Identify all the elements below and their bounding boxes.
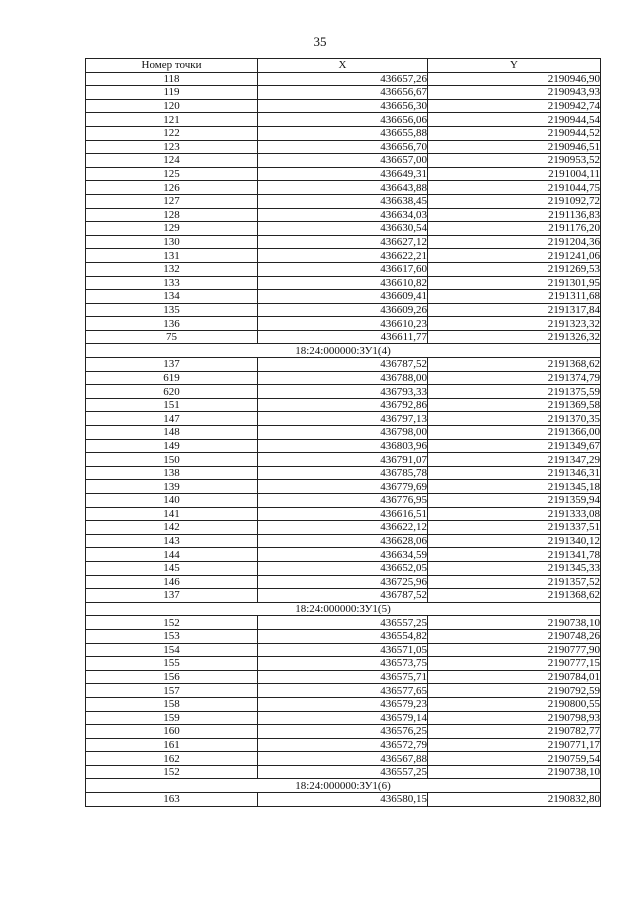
y-coordinate-cell: 2191204,36 bbox=[428, 235, 601, 249]
x-coordinate-cell: 436792,86 bbox=[258, 398, 428, 412]
y-coordinate-cell: 2190942,74 bbox=[428, 99, 601, 113]
x-coordinate-cell: 436610,23 bbox=[258, 317, 428, 331]
table-row bbox=[86, 711, 601, 725]
y-coordinate-cell: 2190944,54 bbox=[428, 113, 601, 127]
table-row bbox=[86, 154, 601, 168]
table-row bbox=[86, 589, 601, 603]
table-row bbox=[86, 330, 601, 344]
x-coordinate-cell: 436787,52 bbox=[258, 589, 428, 603]
x-coordinate-cell: 436622,21 bbox=[258, 249, 428, 263]
y-coordinate-cell: 2191326,32 bbox=[428, 330, 601, 344]
section-row bbox=[86, 602, 601, 616]
table-row bbox=[86, 725, 601, 739]
point-number-cell: 134 bbox=[86, 290, 258, 304]
point-number-cell: 126 bbox=[86, 181, 258, 195]
table-row bbox=[86, 303, 601, 317]
x-coordinate-cell: 436557,25 bbox=[258, 616, 428, 630]
x-coordinate-cell: 436652,05 bbox=[258, 561, 428, 575]
y-coordinate-cell: 2190777,15 bbox=[428, 657, 601, 671]
table-row bbox=[86, 439, 601, 453]
point-number-cell: 130 bbox=[86, 235, 258, 249]
x-coordinate-cell: 436554,82 bbox=[258, 629, 428, 643]
y-coordinate-cell: 2190943,93 bbox=[428, 86, 601, 100]
point-number-cell: 75 bbox=[86, 330, 258, 344]
y-coordinate-cell: 2191311,68 bbox=[428, 290, 601, 304]
y-coordinate-cell: 2190738,10 bbox=[428, 616, 601, 630]
x-coordinate-cell: 436610,82 bbox=[258, 276, 428, 290]
point-number-cell: 149 bbox=[86, 439, 258, 453]
section-row bbox=[86, 344, 601, 358]
y-coordinate-cell: 2191347,29 bbox=[428, 453, 601, 467]
table-row bbox=[86, 765, 601, 779]
point-number-cell: 146 bbox=[86, 575, 258, 589]
y-coordinate-cell: 2191301,95 bbox=[428, 276, 601, 290]
point-number-cell: 133 bbox=[86, 276, 258, 290]
table-row bbox=[86, 86, 601, 100]
point-number-cell: 142 bbox=[86, 521, 258, 535]
table-row bbox=[86, 358, 601, 372]
x-coordinate-cell: 436634,03 bbox=[258, 208, 428, 222]
table-row bbox=[86, 466, 601, 480]
table-row bbox=[86, 262, 601, 276]
x-coordinate-cell: 436779,69 bbox=[258, 480, 428, 494]
page-number: 35 bbox=[313, 34, 327, 49]
point-number-cell: 150 bbox=[86, 453, 258, 467]
table-row bbox=[86, 398, 601, 412]
x-coordinate-cell: 436657,26 bbox=[258, 72, 428, 86]
point-number-cell: 132 bbox=[86, 262, 258, 276]
point-number-cell: 154 bbox=[86, 643, 258, 657]
table-row bbox=[86, 72, 601, 86]
x-coordinate-cell: 436797,13 bbox=[258, 412, 428, 426]
y-coordinate-cell: 2190946,51 bbox=[428, 140, 601, 154]
y-coordinate-cell: 2190800,55 bbox=[428, 697, 601, 711]
table-row bbox=[86, 684, 601, 698]
x-coordinate-cell: 436577,65 bbox=[258, 684, 428, 698]
point-number-cell: 160 bbox=[86, 725, 258, 739]
x-coordinate-cell: 436617,60 bbox=[258, 262, 428, 276]
y-coordinate-cell: 2190748,26 bbox=[428, 629, 601, 643]
point-number-cell: 620 bbox=[86, 385, 258, 399]
x-coordinate-cell: 436557,25 bbox=[258, 765, 428, 779]
table-row bbox=[86, 507, 601, 521]
table-row bbox=[86, 222, 601, 236]
point-number-cell: 145 bbox=[86, 561, 258, 575]
table-row bbox=[86, 276, 601, 290]
table-row bbox=[86, 657, 601, 671]
y-coordinate-cell: 2191346,31 bbox=[428, 466, 601, 480]
x-coordinate-cell: 436573,75 bbox=[258, 657, 428, 671]
table-row bbox=[86, 194, 601, 208]
point-number-cell: 141 bbox=[86, 507, 258, 521]
table-row bbox=[86, 208, 601, 222]
section-label: 18:24:000000:ЗУ1(6) bbox=[86, 779, 601, 793]
table-row bbox=[86, 317, 601, 331]
point-number-cell: 619 bbox=[86, 371, 258, 385]
point-number-cell: 159 bbox=[86, 711, 258, 725]
x-coordinate-cell: 436579,14 bbox=[258, 711, 428, 725]
table-row bbox=[86, 480, 601, 494]
y-coordinate-cell: 2191345,33 bbox=[428, 561, 601, 575]
point-number-cell: 162 bbox=[86, 752, 258, 766]
x-coordinate-cell: 436656,06 bbox=[258, 113, 428, 127]
x-coordinate-cell: 436785,78 bbox=[258, 466, 428, 480]
y-coordinate-cell: 2191370,35 bbox=[428, 412, 601, 426]
x-coordinate-cell: 436798,00 bbox=[258, 426, 428, 440]
y-coordinate-cell: 2191368,62 bbox=[428, 589, 601, 603]
point-number-cell: 127 bbox=[86, 194, 258, 208]
table-row bbox=[86, 181, 601, 195]
point-number-cell: 157 bbox=[86, 684, 258, 698]
point-number-cell: 124 bbox=[86, 154, 258, 168]
y-coordinate-cell: 2190792,59 bbox=[428, 684, 601, 698]
point-number-cell: 135 bbox=[86, 303, 258, 317]
y-coordinate-cell: 2190946,90 bbox=[428, 72, 601, 86]
y-coordinate-cell: 2191317,84 bbox=[428, 303, 601, 317]
y-coordinate-cell: 2191337,51 bbox=[428, 521, 601, 535]
y-coordinate-cell: 2191375,59 bbox=[428, 385, 601, 399]
section-row bbox=[86, 779, 601, 793]
table-row bbox=[86, 167, 601, 181]
y-coordinate-cell: 2191241,06 bbox=[428, 249, 601, 263]
x-coordinate-cell: 436657,00 bbox=[258, 154, 428, 168]
point-number-cell: 137 bbox=[86, 589, 258, 603]
table-row bbox=[86, 385, 601, 399]
y-coordinate-cell: 2190777,90 bbox=[428, 643, 601, 657]
coordinates-table bbox=[85, 58, 601, 807]
table-row bbox=[86, 371, 601, 385]
table-row bbox=[86, 521, 601, 535]
y-coordinate-cell: 2190798,93 bbox=[428, 711, 601, 725]
y-coordinate-cell: 2190738,10 bbox=[428, 765, 601, 779]
table-row bbox=[86, 561, 601, 575]
x-coordinate-cell: 436579,23 bbox=[258, 697, 428, 711]
section-label: 18:24:000000:ЗУ1(5) bbox=[86, 602, 601, 616]
point-number-cell: 139 bbox=[86, 480, 258, 494]
point-number-cell: 129 bbox=[86, 222, 258, 236]
table-row bbox=[86, 697, 601, 711]
table-row bbox=[86, 670, 601, 684]
table-row bbox=[86, 616, 601, 630]
x-coordinate-cell: 436793,33 bbox=[258, 385, 428, 399]
table-row bbox=[86, 249, 601, 263]
point-number-cell: 140 bbox=[86, 494, 258, 508]
x-coordinate-cell: 436788,00 bbox=[258, 371, 428, 385]
y-coordinate-cell: 2191269,53 bbox=[428, 262, 601, 276]
x-coordinate-cell: 436656,70 bbox=[258, 140, 428, 154]
x-coordinate-cell: 436572,79 bbox=[258, 738, 428, 752]
header-point-number: Номер точки bbox=[86, 59, 258, 73]
table-row bbox=[86, 290, 601, 304]
x-coordinate-cell: 436725,96 bbox=[258, 575, 428, 589]
x-coordinate-cell: 436634,59 bbox=[258, 548, 428, 562]
point-number-cell: 152 bbox=[86, 765, 258, 779]
point-number-cell: 161 bbox=[86, 738, 258, 752]
point-number-cell: 131 bbox=[86, 249, 258, 263]
point-number-cell: 137 bbox=[86, 358, 258, 372]
x-coordinate-cell: 436609,41 bbox=[258, 290, 428, 304]
x-coordinate-cell: 436803,96 bbox=[258, 439, 428, 453]
x-coordinate-cell: 436580,15 bbox=[258, 793, 428, 807]
table-row bbox=[86, 548, 601, 562]
x-coordinate-cell: 436649,31 bbox=[258, 167, 428, 181]
y-coordinate-cell: 2191004,11 bbox=[428, 167, 601, 181]
x-coordinate-cell: 436656,30 bbox=[258, 99, 428, 113]
x-coordinate-cell: 436609,26 bbox=[258, 303, 428, 317]
table-row bbox=[86, 235, 601, 249]
x-coordinate-cell: 436576,25 bbox=[258, 725, 428, 739]
y-coordinate-cell: 2191369,58 bbox=[428, 398, 601, 412]
y-coordinate-cell: 2191366,00 bbox=[428, 426, 601, 440]
table-row bbox=[86, 575, 601, 589]
y-coordinate-cell: 2191357,52 bbox=[428, 575, 601, 589]
table-row bbox=[86, 752, 601, 766]
y-coordinate-cell: 2191359,94 bbox=[428, 494, 601, 508]
point-number-cell: 153 bbox=[86, 629, 258, 643]
x-coordinate-cell: 436638,45 bbox=[258, 194, 428, 208]
table-row bbox=[86, 629, 601, 643]
table-row bbox=[86, 426, 601, 440]
point-number-cell: 138 bbox=[86, 466, 258, 480]
header-x: X bbox=[258, 59, 428, 73]
point-number-cell: 125 bbox=[86, 167, 258, 181]
x-coordinate-cell: 436643,88 bbox=[258, 181, 428, 195]
point-number-cell: 163 bbox=[86, 793, 258, 807]
x-coordinate-cell: 436616,51 bbox=[258, 507, 428, 521]
y-coordinate-cell: 2191368,62 bbox=[428, 358, 601, 372]
x-coordinate-cell: 436776,95 bbox=[258, 494, 428, 508]
y-coordinate-cell: 2191349,67 bbox=[428, 439, 601, 453]
x-coordinate-cell: 436656,67 bbox=[258, 86, 428, 100]
y-coordinate-cell: 2190944,52 bbox=[428, 126, 601, 140]
table-row bbox=[86, 126, 601, 140]
point-number-cell: 143 bbox=[86, 534, 258, 548]
point-number-cell: 151 bbox=[86, 398, 258, 412]
point-number-cell: 118 bbox=[86, 72, 258, 86]
point-number-cell: 147 bbox=[86, 412, 258, 426]
point-number-cell: 123 bbox=[86, 140, 258, 154]
y-coordinate-cell: 2191323,32 bbox=[428, 317, 601, 331]
y-coordinate-cell: 2190953,52 bbox=[428, 154, 601, 168]
y-coordinate-cell: 2191341,78 bbox=[428, 548, 601, 562]
table-row bbox=[86, 534, 601, 548]
x-coordinate-cell: 436627,12 bbox=[258, 235, 428, 249]
table-row bbox=[86, 140, 601, 154]
point-number-cell: 158 bbox=[86, 697, 258, 711]
y-coordinate-cell: 2190782,77 bbox=[428, 725, 601, 739]
x-coordinate-cell: 436655,88 bbox=[258, 126, 428, 140]
y-coordinate-cell: 2191333,08 bbox=[428, 507, 601, 521]
point-number-cell: 152 bbox=[86, 616, 258, 630]
table-header-row bbox=[86, 59, 601, 73]
y-coordinate-cell: 2191340,12 bbox=[428, 534, 601, 548]
y-coordinate-cell: 2191136,83 bbox=[428, 208, 601, 222]
x-coordinate-cell: 436571,05 bbox=[258, 643, 428, 657]
point-number-cell: 121 bbox=[86, 113, 258, 127]
x-coordinate-cell: 436611,77 bbox=[258, 330, 428, 344]
section-label: 18:24:000000:ЗУ1(4) bbox=[86, 344, 601, 358]
table-body bbox=[86, 72, 601, 806]
table-row bbox=[86, 453, 601, 467]
point-number-cell: 120 bbox=[86, 99, 258, 113]
y-coordinate-cell: 2190784,01 bbox=[428, 670, 601, 684]
point-number-cell: 148 bbox=[86, 426, 258, 440]
table-row bbox=[86, 412, 601, 426]
y-coordinate-cell: 2191044,75 bbox=[428, 181, 601, 195]
x-coordinate-cell: 436787,52 bbox=[258, 358, 428, 372]
header-y: Y bbox=[428, 59, 601, 73]
table-row bbox=[86, 113, 601, 127]
y-coordinate-cell: 2190771,17 bbox=[428, 738, 601, 752]
table-row bbox=[86, 99, 601, 113]
y-coordinate-cell: 2190832,80 bbox=[428, 793, 601, 807]
x-coordinate-cell: 436567,88 bbox=[258, 752, 428, 766]
table-row bbox=[86, 494, 601, 508]
table-row bbox=[86, 643, 601, 657]
x-coordinate-cell: 436575,71 bbox=[258, 670, 428, 684]
y-coordinate-cell: 2190759,54 bbox=[428, 752, 601, 766]
x-coordinate-cell: 436630,54 bbox=[258, 222, 428, 236]
point-number-cell: 144 bbox=[86, 548, 258, 562]
x-coordinate-cell: 436791,07 bbox=[258, 453, 428, 467]
point-number-cell: 119 bbox=[86, 86, 258, 100]
point-number-cell: 156 bbox=[86, 670, 258, 684]
x-coordinate-cell: 436622,12 bbox=[258, 521, 428, 535]
point-number-cell: 128 bbox=[86, 208, 258, 222]
y-coordinate-cell: 2191374,79 bbox=[428, 371, 601, 385]
table-row bbox=[86, 738, 601, 752]
point-number-cell: 155 bbox=[86, 657, 258, 671]
y-coordinate-cell: 2191092,72 bbox=[428, 194, 601, 208]
table-row bbox=[86, 793, 601, 807]
point-number-cell: 122 bbox=[86, 126, 258, 140]
y-coordinate-cell: 2191345,18 bbox=[428, 480, 601, 494]
x-coordinate-cell: 436628,06 bbox=[258, 534, 428, 548]
point-number-cell: 136 bbox=[86, 317, 258, 331]
y-coordinate-cell: 2191176,20 bbox=[428, 222, 601, 236]
